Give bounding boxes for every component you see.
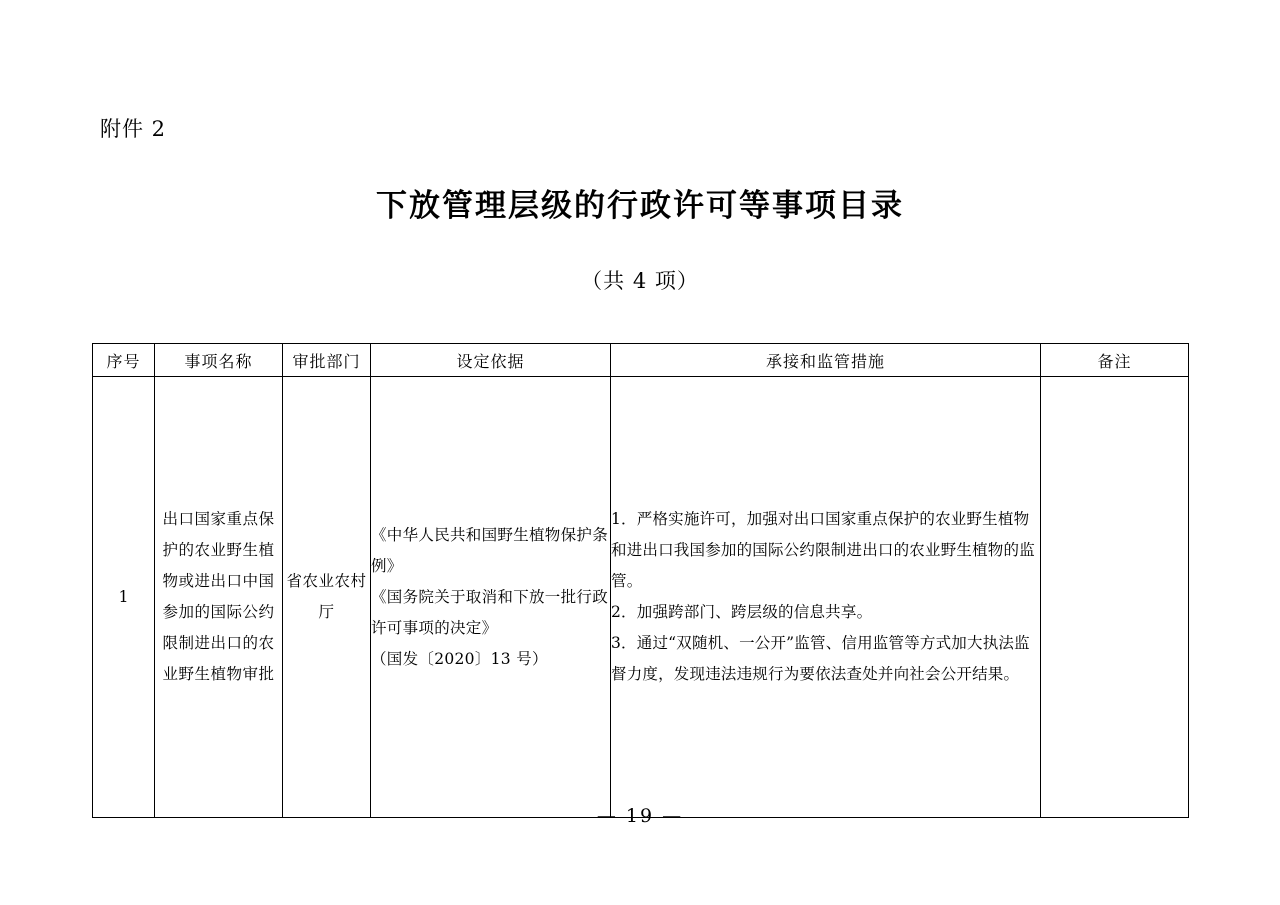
cell-item-name: 出口国家重点保护的农业野生植物或进出口中国参加的国际公约限制进出口的农业野生植物审批: [155, 377, 283, 818]
page-number: — 19 —: [596, 805, 684, 827]
column-header-dept: 审批部门: [283, 344, 371, 377]
table-header-row: [93, 344, 1189, 377]
cell-remark: [1041, 377, 1189, 818]
legal-basis-line: 《中华人民共和国野生植物保护条例》: [371, 525, 609, 575]
attachment-label: 附件 2: [100, 117, 167, 141]
page-title: 下放管理层级的行政许可等事项目录: [376, 188, 904, 224]
column-header-basis: 设定依据: [371, 344, 611, 377]
measure-line: 1．严格实施许可，加强对出口国家重点保护的农业野生植物和进出口我国参加的国际公约限制进出口的农业野生植物的监管。: [611, 510, 1035, 590]
column-header-measure: 承接和监管措施: [611, 344, 1041, 377]
column-header-name: 事项名称: [155, 344, 283, 377]
cell-sequence-number: 1: [93, 377, 155, 818]
table-row: [93, 377, 1189, 818]
measure-line: 3．通过“双随机、一公开”监管、信用监管等方式加大执法监督力度，发现违法违规行为要依法查处并向社会公开结果。: [611, 634, 1030, 683]
item-count-subtitle: （共 4 项）: [581, 269, 699, 293]
measure-line: 2．加强跨部门、跨层级的信息共享。: [611, 603, 873, 621]
catalog-table: [92, 343, 1189, 818]
cell-supervision-measures: [611, 377, 1041, 818]
cell-legal-basis: [371, 377, 611, 818]
legal-basis-line: （国发〔2020〕13 号）: [371, 649, 548, 668]
cell-approval-department: 省农业农村厅: [283, 377, 371, 818]
column-header-remark: 备注: [1041, 344, 1189, 377]
legal-basis-line: 《国务院关于取消和下放一批行政许可事项的决定》: [371, 587, 609, 637]
column-header-seq: 序号: [93, 344, 155, 377]
